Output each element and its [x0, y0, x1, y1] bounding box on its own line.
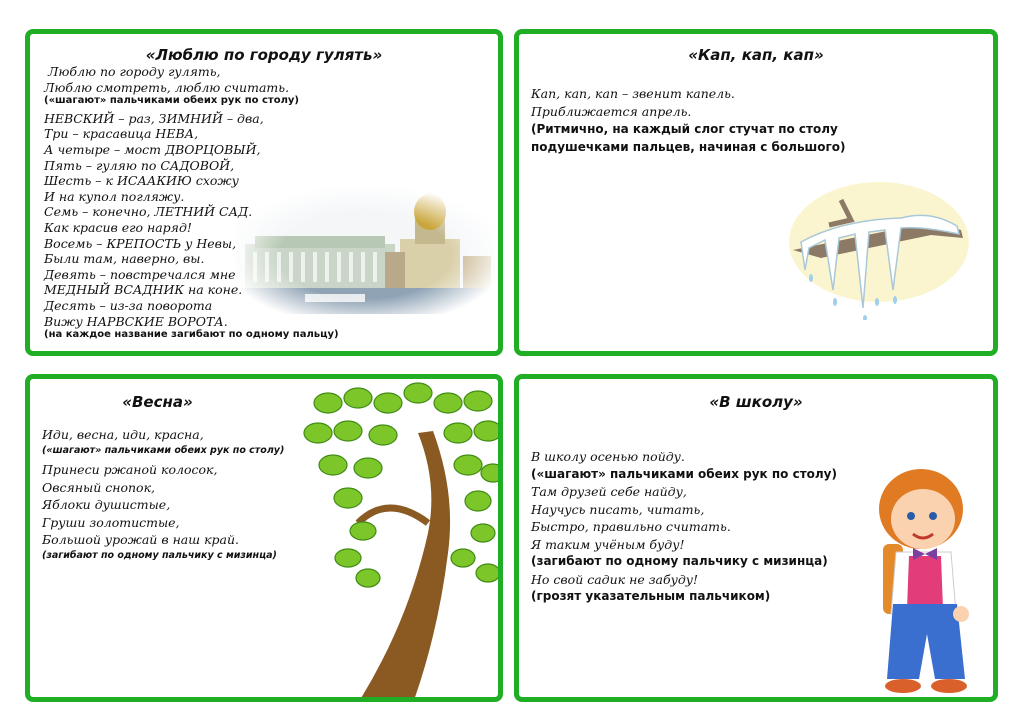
instruction-line: (загибают по одному пальчику с мизинца) — [531, 554, 828, 568]
poem-line: Быстро, правильно считать. — [531, 519, 731, 534]
poem-line: Шесть – к ИСААКИЮ схожу — [44, 173, 239, 189]
instruction-line: («шагают» пальчиками обеих рук по столу) — [531, 466, 837, 481]
poem-line: Большой урожай в наш край. — [42, 532, 240, 547]
schoolboy-icon — [861, 464, 991, 699]
poem-line: А четыре – мост ДВОРЦОВЫЙ, — [44, 142, 261, 157]
instruction-line: подушечками пальцев, начиная с большого) — [531, 140, 846, 154]
poem-line: Там друзей себе найду, — [531, 484, 687, 499]
poem-line: Девять – повстречался мне — [44, 266, 236, 282]
instruction-line: (Ритмично, на каждый слог стучат по столу — [531, 122, 838, 136]
poem-line: Но свой садик не забуду! — [531, 571, 699, 587]
card-drip — [514, 29, 998, 356]
poem-line: Вижу НАРВСКИЕ ВОРОТА. — [44, 313, 228, 329]
poem-line: Овсяный снопок, — [42, 479, 156, 495]
poem-line: Груши золотистые, — [42, 514, 180, 530]
city-photo — [235, 184, 495, 314]
card-spring — [25, 374, 503, 702]
poem-line: Люблю смотреть, люблю считать. — [44, 79, 290, 95]
icicle-branch-icon — [781, 180, 971, 320]
card-school — [514, 374, 998, 702]
card-title: «В школу» — [709, 393, 803, 411]
instruction-line: (загибают по одному пальчику с мизинца) — [42, 549, 277, 561]
poem-line: Кап, кап, кап – звенит капель. — [531, 86, 735, 101]
birch-tree-icon — [288, 374, 503, 702]
poem-line: Иди, весна, иди, красна, — [42, 427, 204, 442]
poem-line: Пять – гуляю по САДОВОЙ, — [44, 157, 235, 173]
poem-line: Десять – из-за поворота — [44, 298, 213, 313]
poem-line: В школу осенью пойду. — [531, 449, 685, 464]
poem-line: И на купол погляжу. — [44, 188, 185, 204]
instruction-line: («шагают» пальчиками обеих рук по столу) — [42, 444, 285, 456]
poem-line: Приближается апрель. — [531, 104, 692, 119]
card-title: «Люблю по городу гулять» — [145, 46, 383, 64]
poem-line: Восемь – КРЕПОСТЬ у Невы, — [44, 235, 237, 251]
card-title: «Кап, кап, кап» — [688, 46, 824, 64]
poem-line: НЕВСКИЙ – раз, ЗИМНИЙ – два, — [44, 110, 264, 126]
poem-line: Принеси ржаной колосок, — [42, 462, 218, 477]
poem-line: Я таким учёным буду! — [531, 536, 685, 552]
instruction-line: (на каждое название загибают по одному пальцу) — [44, 329, 339, 341]
poem-line: Были там, наверно, вы. — [44, 251, 205, 267]
poem-line: Люблю по городу гулять, — [48, 64, 221, 79]
card-walk — [25, 29, 503, 356]
poem-line: МЕДНЫЙ ВСАДНИК на коне. — [44, 282, 243, 298]
poem-line: Семь – конечно, ЛЕТНИЙ САД. — [44, 204, 253, 220]
instruction-line: («шагают» пальчиками обеих рук по столу) — [44, 95, 299, 107]
instruction-line: (грозят указательным пальчиком) — [531, 589, 771, 603]
poem-line: Яблоки душистые, — [42, 497, 171, 512]
poem-line: Как красив его наряд! — [44, 220, 192, 235]
card-title: «Весна» — [122, 393, 193, 411]
poem-line: Научусь писать, читать, — [531, 501, 705, 517]
poem-line: Три – красавица НЕВА, — [44, 126, 199, 142]
